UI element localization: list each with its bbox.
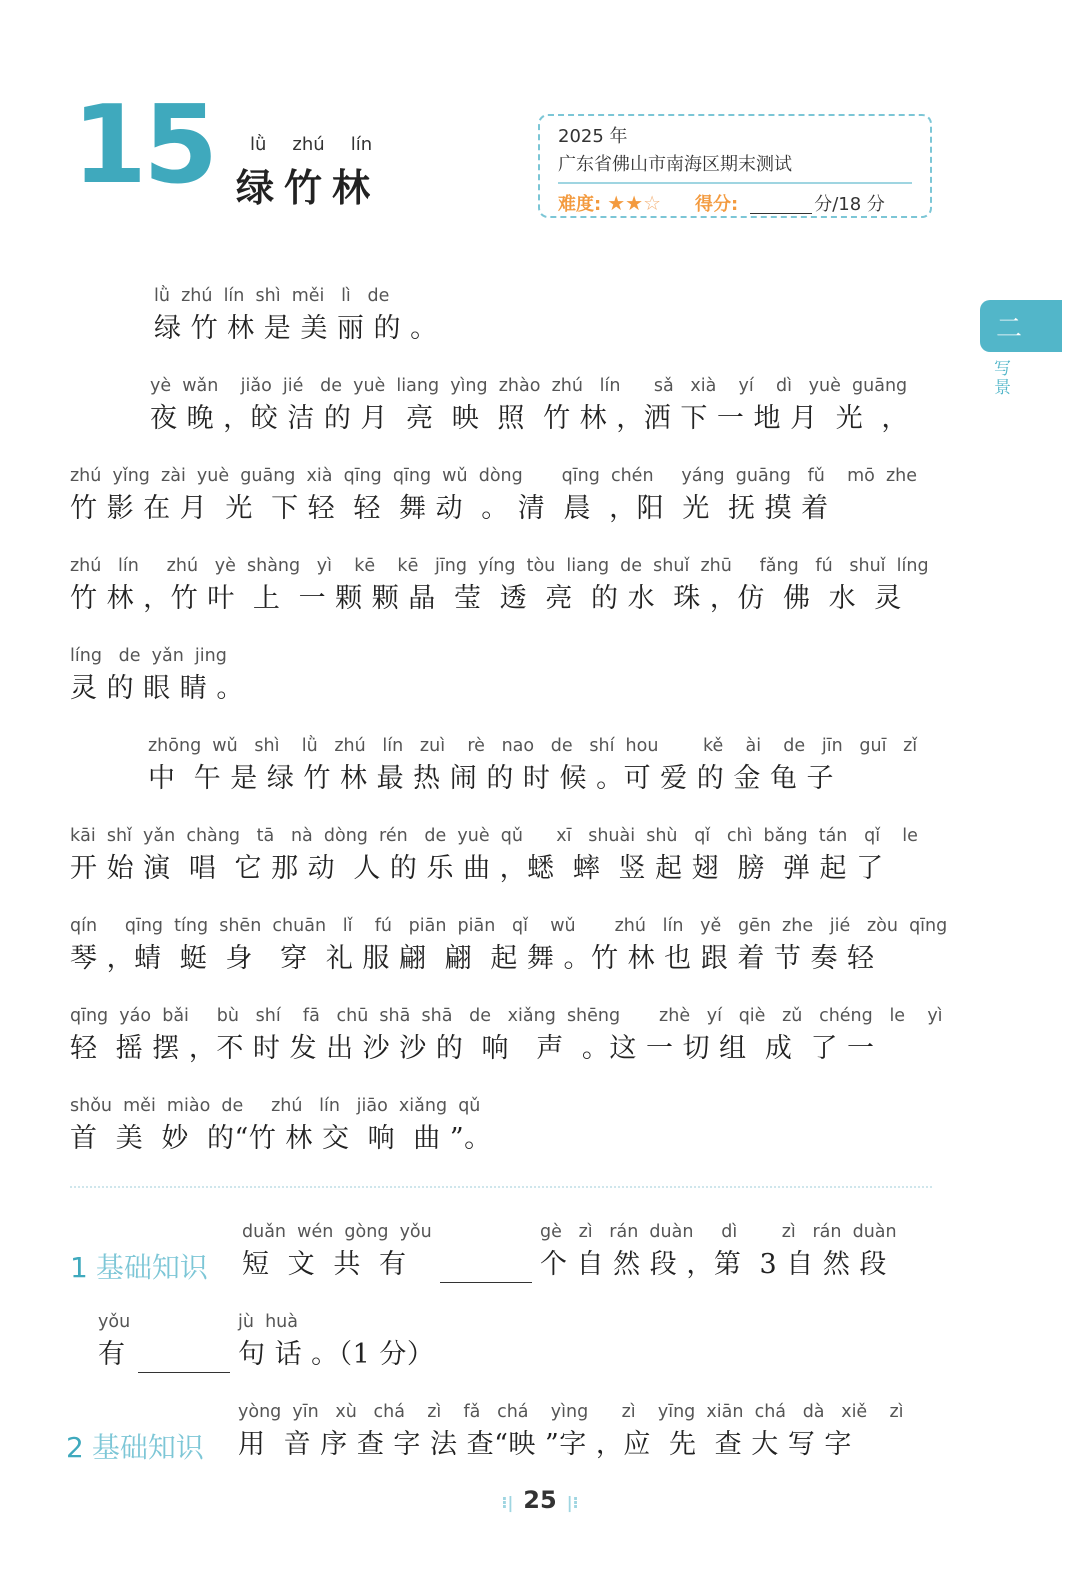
- hanzi-row: 短 文 共 有: [242, 1249, 407, 1280]
- star-empty-icon: ☆: [643, 191, 662, 215]
- pinyin-row: shǒu měi miào de zhú lín jiāo xiǎng qǔ: [70, 1096, 481, 1116]
- hanzi-row: 竹 林 ，竹 叶 上 一 颗 颗 晶 莹 透 亮 的 水 珠 ，仿 佛 水 灵: [70, 583, 902, 614]
- pinyin-row: gè zì rán duàn dì zì rán duàn: [540, 1222, 897, 1242]
- passage-line: [70, 556, 929, 616]
- passage-line: [70, 916, 947, 976]
- score-label: 得分:: [695, 194, 739, 215]
- question-number: 2: [66, 1431, 84, 1464]
- star-filled-icon: ★: [607, 191, 626, 215]
- passage-line: [70, 466, 917, 526]
- lesson-title: 绿竹林: [236, 166, 381, 210]
- hanzi-row: 琴 ，蜻 蜓 身 穿 礼 服 翩 翩 起 舞 。竹 林 也 跟 着 节 奏 轻: [70, 943, 875, 974]
- hanzi-row: 灵 的 眼 睛 。: [70, 673, 244, 704]
- pinyin-row: líng de yǎn jing: [70, 646, 227, 666]
- pinyin-row: yǒu: [98, 1312, 131, 1332]
- hanzi-row: 绿 竹 林 是 美 丽 的 。: [154, 313, 438, 344]
- unit-tab-label: 写景: [994, 359, 1011, 398]
- test-info-box: [538, 114, 932, 218]
- question-category: 基础知识: [91, 1431, 204, 1464]
- test-meta: [558, 190, 912, 216]
- question-2-label: [66, 1426, 204, 1466]
- pinyin-row: yòng yīn xù chá zì fǎ chá yìng zì yīng xiān chá dà xiě zì: [238, 1402, 904, 1422]
- test-region: 广东省佛山市南海区期末测试: [558, 150, 912, 184]
- question-1-line-1b: [540, 1222, 897, 1282]
- hanzi-row: 夜 晚 ，皎 洁 的 月 亮 映 照 竹 林 ，洒 下 一 地 月 光 ，: [150, 403, 909, 434]
- pinyin-row: zhú yǐng zài yuè guāng xià qīng qīng wǔ dòng qīng chén yáng guāng fǔ mō zhe: [70, 466, 917, 486]
- lesson-title-block: [236, 134, 380, 212]
- question-2-line-1: [238, 1402, 904, 1462]
- pinyin-row: qín qīng tíng shēn chuān lǐ fú piān piān qǐ wǔ zhú lín yě gēn zhe jié zòu qīng: [70, 916, 948, 936]
- page-number: 25: [523, 1486, 557, 1514]
- passage-line: [70, 646, 244, 706]
- pinyin-row: kāi shǐ yǎn chàng tā nà dòng rén de yuè qǔ xī shuài shù qǐ chì bǎng tán qǐ le: [70, 826, 918, 846]
- score-total: 分/18 分: [814, 194, 885, 215]
- test-year: 2025 年: [558, 126, 628, 147]
- hanzi-row: 有: [98, 1339, 126, 1370]
- section-divider: [70, 1186, 932, 1188]
- pinyin-row: zhú lín zhú yè shàng yì kē kē jīng yíng tòu liang de shuǐ zhū fǎng fú shuǐ líng: [70, 556, 929, 576]
- hanzi-row: 个 自 然 段 ，第 3 自 然 段: [540, 1249, 887, 1280]
- lesson-title-pinyin: [236, 134, 380, 155]
- difficulty-stars: [607, 191, 661, 215]
- title-pinyin-3: lín: [350, 134, 373, 155]
- passage-line: [70, 1096, 492, 1156]
- question-1-label: [70, 1246, 208, 1286]
- question-1-line-2b: [238, 1312, 434, 1372]
- title-pinyin-1: lǜ: [250, 134, 267, 155]
- hanzi-row: 句 话 。（1 分）: [238, 1339, 435, 1370]
- hanzi-row: 中 午 是 绿 竹 林 最 热 闹 的 时 候 。可 爱 的 金 龟 子: [148, 763, 834, 794]
- passage-line: [148, 736, 917, 796]
- page-deco-right-icon: |⁝: [566, 1493, 579, 1512]
- pinyin-row: duǎn wén gòng yǒu: [242, 1222, 432, 1242]
- score-input-blank[interactable]: [750, 193, 812, 214]
- passage-line: [70, 1006, 943, 1066]
- difficulty-label: 难度:: [558, 194, 602, 215]
- hanzi-row: 首 美 妙 的“竹 林 交 响 曲 ”。: [70, 1123, 492, 1154]
- star-filled-icon: ★: [625, 191, 644, 215]
- question-number: 1: [70, 1251, 88, 1284]
- hanzi-row: 用 音 序 查 字 法 查“映 ”字 ，应 先 查 大 写 字: [238, 1429, 852, 1460]
- question-category: 基础知识: [95, 1251, 208, 1284]
- answer-blank-sentence-count[interactable]: [138, 1348, 230, 1373]
- pinyin-row: lǜ zhú lín shì měi lì de: [154, 286, 390, 306]
- pinyin-row: qīng yáo bǎi bù shí fā chū shā shā de xiǎng shēng zhè yí qiè zǔ chéng le yì: [70, 1006, 943, 1026]
- question-1-line-1a: [242, 1222, 432, 1282]
- page-number-footer: [0, 1486, 1080, 1514]
- passage-line: [154, 286, 438, 346]
- hanzi-row: 开 始 演 唱 它 那 动 人 的 乐 曲 ，蟋 蟀 竖 起 翅 膀 弹 起 了: [70, 853, 884, 884]
- pinyin-row: yè wǎn jiǎo jié de yuè liang yìng zhào zhú lín sǎ xià yí dì yuè guāng: [150, 376, 908, 396]
- question-1-line-2a: [98, 1312, 130, 1372]
- page-deco-left-icon: ⁝|: [501, 1493, 514, 1512]
- title-pinyin-2: zhú: [292, 134, 325, 155]
- unit-tab[interactable]: 二: [980, 300, 1062, 352]
- hanzi-row: 轻 摇 摆 ，不 时 发 出 沙 沙 的 响 声 。这 一 切 组 成 了 一: [70, 1033, 875, 1064]
- hanzi-row: 竹 影 在 月 光 下 轻 轻 舞 动 。 清 晨 ，阳 光 抚 摸 着: [70, 493, 829, 524]
- answer-blank-paragraph-count[interactable]: [440, 1258, 532, 1283]
- lesson-number: 15: [72, 83, 215, 208]
- pinyin-row: zhōng wǔ shì lǜ zhú lín zuì rè nao de shí hou kě ài de jīn guī zǐ: [148, 736, 918, 756]
- pinyin-row: jù huà: [238, 1312, 298, 1332]
- passage-line: [150, 376, 909, 436]
- passage-line: [70, 826, 918, 886]
